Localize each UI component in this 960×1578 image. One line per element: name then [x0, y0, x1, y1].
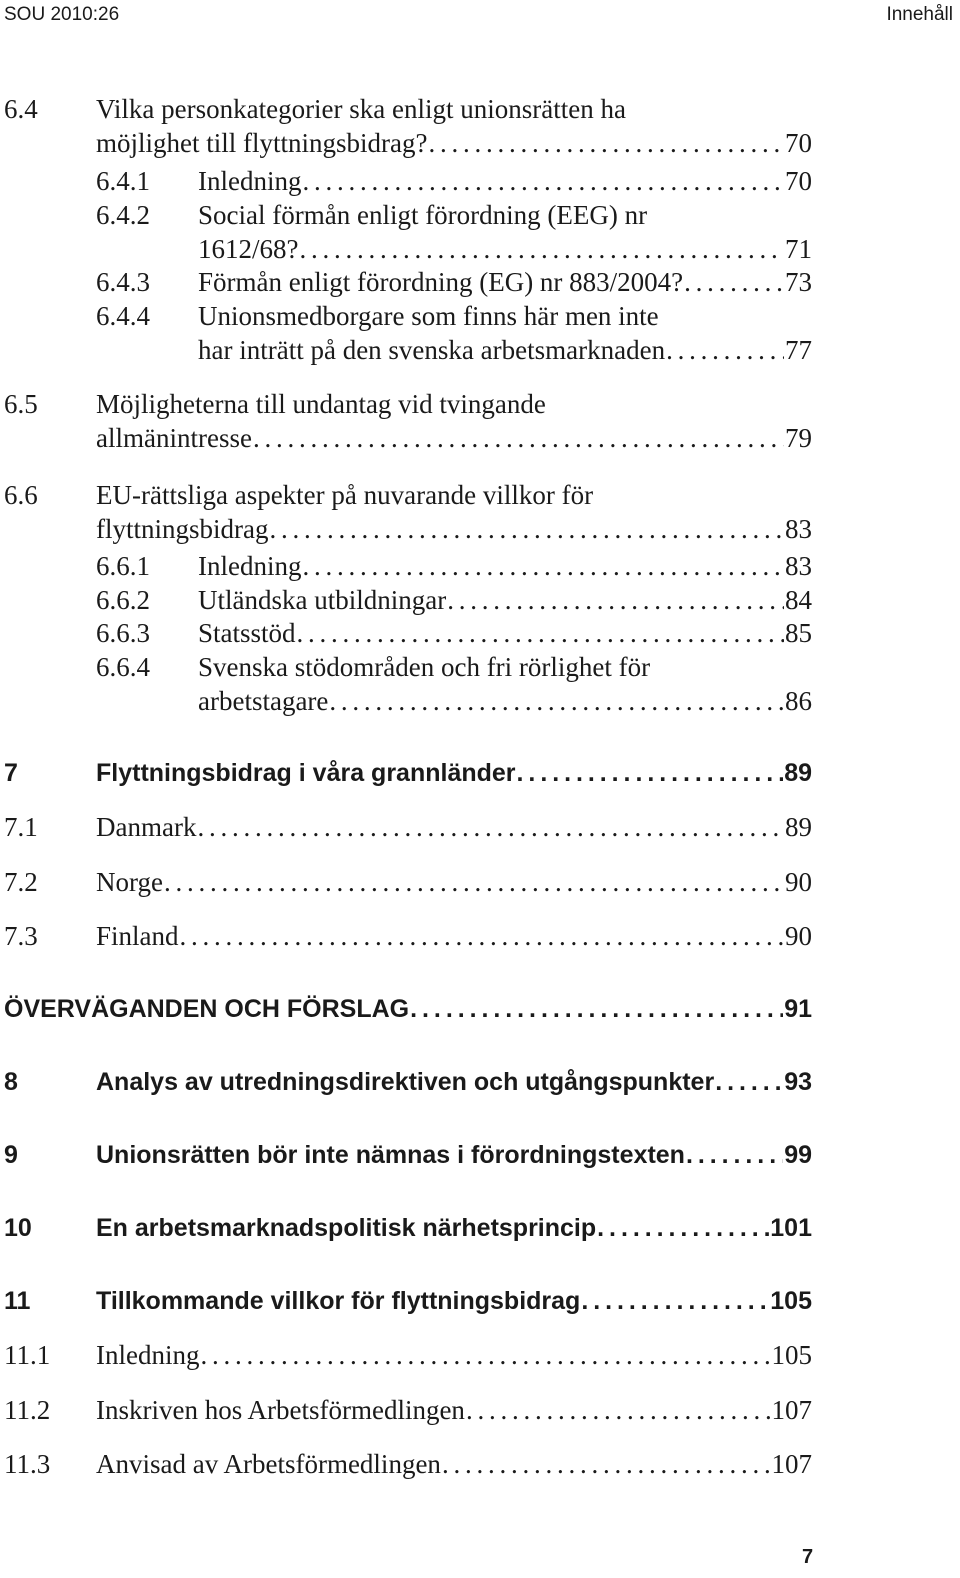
- toc-entry-number: 11.3: [4, 1449, 51, 1479]
- toc-entry-title: [96, 1284, 812, 1318]
- toc-entry-title-text: har inträtt på den svenska arbetsmarknaden: [198, 335, 666, 365]
- toc-entry-title-text: flyttningsbidrag: [96, 514, 269, 544]
- toc-entry-page: 107: [771, 1395, 812, 1425]
- dot-leader: [684, 265, 784, 299]
- toc-entry-title-line: Svenska stödområden och fri rörlighet för: [198, 652, 651, 682]
- toc-entry-title-line: Social förmån enligt förordning (EEG) nr: [198, 200, 648, 230]
- toc-entry-number: 6.6.3: [96, 618, 150, 648]
- toc-entry-title: [96, 512, 812, 546]
- toc-entry-title-text: En arbetsmarknadspolitisk närhetsprincip: [96, 1214, 597, 1242]
- toc-entry-page: 107: [771, 1449, 812, 1479]
- toc-entry-page: 84: [785, 585, 812, 615]
- dot-leader: [442, 1447, 771, 1481]
- toc-entry-title-text: Förmån enligt förordning (EG) nr 883/2004?: [198, 267, 684, 297]
- dot-leader: [197, 810, 784, 844]
- toc-entry-title-text: Inledning: [96, 1340, 200, 1370]
- toc-entry-title: [96, 1065, 812, 1099]
- toc-entry-title: [96, 1138, 812, 1172]
- toc-entry-title-text: Inledning: [198, 166, 302, 196]
- toc-entry-number: 6.4.3: [96, 267, 150, 297]
- toc-entry-title: [198, 549, 812, 583]
- toc-entry-page: 89: [785, 812, 812, 842]
- toc-entry-number: 8: [4, 1068, 18, 1096]
- toc-entry-title: [96, 1447, 812, 1481]
- running-header: [0, 2, 960, 28]
- toc-entry-number: 7.1: [4, 812, 38, 842]
- toc-entry-title-text: arbetstagare: [198, 686, 329, 716]
- dot-leader: [269, 512, 784, 546]
- toc-entry-title: [96, 1211, 812, 1245]
- toc-entry-page: 86: [785, 686, 812, 716]
- dot-leader: [447, 583, 784, 617]
- toc-entry-page: 99: [784, 1141, 812, 1169]
- toc-entry-title-text: möjlighet till flyttningsbidrag?: [96, 128, 428, 158]
- toc-entry-page: 79: [785, 423, 812, 453]
- toc-entry-title-text: 1612/68?: [198, 234, 299, 264]
- toc-entry-number: 6.5: [4, 389, 38, 419]
- toc-entry-title: [96, 1393, 812, 1427]
- toc-entry-title: [198, 684, 812, 718]
- toc-entry-number: 6.6.1: [96, 551, 150, 581]
- toc-entry-title-text: Analys av utredningsdirektiven och utgångspunkter: [96, 1068, 715, 1096]
- dot-leader: [200, 1338, 770, 1372]
- toc-entry-title-text: Utländska utbildningar: [198, 585, 447, 615]
- toc-entry-page: 83: [785, 514, 812, 544]
- toc-entry-title: [198, 616, 812, 650]
- toc-entry-page: 70: [785, 128, 812, 158]
- toc-entry-number: 6.6.4: [96, 652, 150, 682]
- toc-entry-title: [198, 265, 812, 299]
- toc-entry-title: [198, 232, 812, 266]
- toc-entry-title-text: Inledning: [198, 551, 302, 581]
- toc-entry-number: 7.3: [4, 921, 38, 951]
- toc-entry-title-text: Inskriven hos Arbetsförmedlingen: [96, 1395, 465, 1425]
- toc-entry-number: 6.4: [4, 94, 38, 124]
- toc-entry-title: [198, 583, 812, 617]
- page-number: 7: [802, 1546, 814, 1568]
- dot-leader: [297, 616, 784, 650]
- toc-entry-page: 105: [771, 1340, 812, 1370]
- toc-entry-page: 90: [785, 867, 812, 897]
- toc-entry-number: 7: [4, 759, 18, 787]
- dot-leader: [597, 1211, 769, 1245]
- toc-entry-page: 90: [785, 921, 812, 951]
- dot-leader: [581, 1284, 769, 1318]
- dot-leader: [410, 992, 783, 1026]
- toc-entry-title: [96, 421, 812, 455]
- toc-entry-number: 6.4.4: [96, 301, 150, 331]
- toc-entry-title: [96, 756, 812, 790]
- toc-entry-page: 77: [785, 335, 812, 365]
- toc-entry-title-text: Danmark: [96, 812, 197, 842]
- section-label: Innehåll: [886, 4, 953, 25]
- dot-leader: [302, 164, 784, 198]
- toc-entry-page: 73: [785, 267, 812, 297]
- toc-entry-title-line: Vilka personkategorier ska enligt unionsrätten ha: [96, 94, 626, 124]
- toc-entry-title-text: Norge: [96, 867, 163, 897]
- toc-entry-number: 6.6: [4, 480, 38, 510]
- dot-leader: [428, 126, 784, 160]
- toc-entry-number: 11.2: [4, 1395, 51, 1425]
- dot-leader: [329, 684, 784, 718]
- toc-entry-title-line: Unionsmedborgare som finns här men inte: [198, 301, 659, 331]
- toc-entry-page: 71: [785, 234, 812, 264]
- toc-entry-page: 101: [770, 1214, 812, 1242]
- dot-leader: [517, 756, 784, 790]
- toc-entry-page: 83: [785, 551, 812, 581]
- toc-entry-title: [96, 865, 812, 899]
- toc-entry-title-line: EU-rättsliga aspekter på nuvarande villkor för: [96, 480, 594, 510]
- toc-entry-page: 93: [784, 1068, 812, 1096]
- toc-entry-title: [96, 919, 812, 953]
- dot-leader: [466, 1393, 771, 1427]
- report-id: SOU 2010:26: [4, 4, 120, 25]
- toc-entry-title: [96, 126, 812, 160]
- toc-entry-number: 9: [4, 1141, 18, 1169]
- dot-leader: [253, 421, 784, 455]
- toc-entry-number: 11: [4, 1287, 31, 1315]
- toc-entry-page: 85: [785, 618, 812, 648]
- toc-entry-page: 91: [784, 995, 812, 1023]
- toc-entry-number: 6.4.2: [96, 200, 150, 230]
- toc-entry-number: 6.6.2: [96, 585, 150, 615]
- toc-entry-title-text: Statsstöd: [198, 618, 296, 648]
- toc-entry-title: [198, 164, 812, 198]
- toc-entry-title-text: Unionsrätten bör inte nämnas i förordningstexten: [96, 1141, 685, 1169]
- dot-leader: [164, 865, 784, 899]
- toc-entry-title-text: Anvisad av Arbetsförmedlingen: [96, 1449, 441, 1479]
- toc-entry-title: [96, 810, 812, 844]
- dot-leader: [715, 1065, 783, 1099]
- toc-entry-title-text: Tillkommande villkor för flyttningsbidrag: [96, 1287, 581, 1315]
- toc-entry-number: 6.4.1: [96, 166, 150, 196]
- toc-entry-title: [4, 992, 812, 1026]
- dot-leader: [686, 1138, 783, 1172]
- toc-entry-number: 11.1: [4, 1340, 51, 1370]
- toc-entry-page: 105: [770, 1287, 812, 1315]
- toc-entry-title-text: allmänintresse: [96, 423, 252, 453]
- toc-entry-number: 10: [4, 1214, 32, 1242]
- toc-entry-number: 7.2: [4, 867, 38, 897]
- dot-leader: [300, 232, 785, 266]
- toc-entry-title-text: ÖVERVÄGANDEN OCH FÖRSLAG: [4, 995, 410, 1023]
- toc-entry-title: [198, 333, 812, 367]
- toc-entry-page: 70: [785, 166, 812, 196]
- toc-entry-title-line: Möjligheterna till undantag vid tvingande: [96, 389, 546, 419]
- dot-leader: [302, 549, 784, 583]
- toc-entry-title: [96, 1338, 812, 1372]
- toc-entry-title-text: Flyttningsbidrag i våra grannländer: [96, 759, 516, 787]
- toc-entry-title-text: Finland: [96, 921, 179, 951]
- dot-leader: [180, 919, 784, 953]
- toc-entry-page: 89: [784, 759, 812, 787]
- dot-leader: [666, 333, 784, 367]
